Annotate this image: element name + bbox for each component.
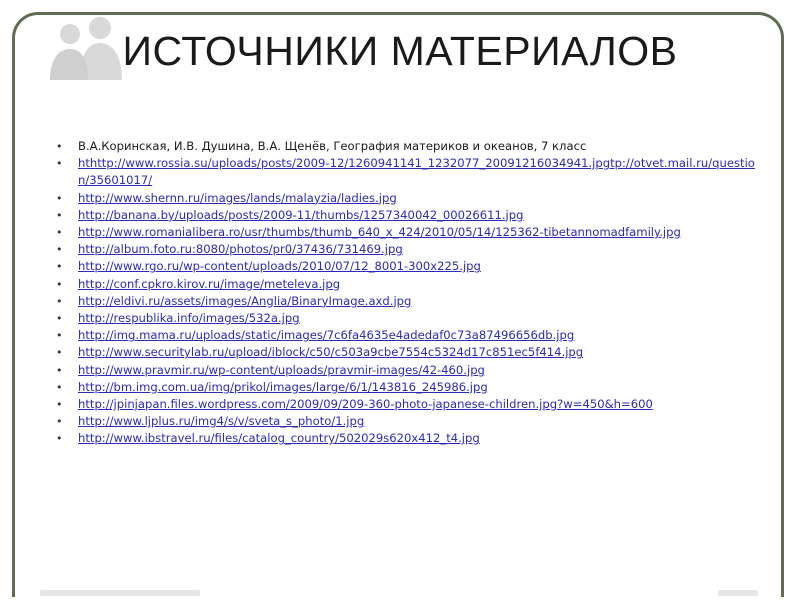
source-link[interactable]: hthttp://www.rossia.su/uploads/posts/2009-12/1260941141_1232077_20091216034941.jpgtp://otvet.mail.ru/question/35601017/ xyxy=(78,156,755,188)
source-link[interactable]: http://www.shernn.ru/images/lands/malayzia/ladies.jpg xyxy=(78,190,397,205)
source-link-item xyxy=(78,344,758,361)
source-link[interactable]: http://www.ibstravel.ru/files/catalog_country/502029s620x412_t4.jpg xyxy=(78,431,480,446)
source-link-item xyxy=(78,224,758,241)
source-text-item xyxy=(78,138,758,155)
sources-list xyxy=(78,138,758,448)
source-link-item xyxy=(78,241,758,258)
source-link[interactable]: http://www.ljplus.ru/img4/s/v/sveta_s_photo/1.jpg xyxy=(78,414,365,429)
source-link[interactable]: http://conf.cpkro.kirov.ru/image/meteleva.jpg xyxy=(78,276,341,291)
source-link-item xyxy=(78,207,758,224)
source-link-item xyxy=(78,276,758,293)
source-link-item xyxy=(78,396,758,413)
source-link-item xyxy=(78,310,758,327)
source-link[interactable]: http://www.romanialibera.ro/usr/thumbs/thumb_640_x_424/2010/05/14/125362-tibetannomadfamily.jpg xyxy=(78,225,681,240)
source-link[interactable]: http://bm.img.com.ua/img/prikol/images/large/6/1/143816_245986.jpg xyxy=(78,379,488,394)
slide-title: ИСТОЧНИКИ МАТЕРИАЛОВ xyxy=(122,28,678,74)
sources-list-container xyxy=(78,138,758,448)
source-link[interactable]: http://www.rgo.ru/wp-content/uploads/2010/07/12_8001-300x225.jpg xyxy=(78,259,481,274)
source-link[interactable]: http://respublika.info/images/532a.jpg xyxy=(78,311,300,326)
source-link[interactable]: http://img.mama.ru/uploads/static/images/7c6fa4635e4adedaf0c73a87496656db.jpg xyxy=(78,328,575,343)
source-text: В.А.Коринская, И.В. Душина, В.А. Щенёв, География материков и океанов, 7 класс xyxy=(78,139,587,153)
source-link[interactable]: http://www.pravmir.ru/wp-content/uploads/pravmir-images/42-460.jpg xyxy=(78,362,485,377)
source-link-item xyxy=(78,379,758,396)
source-link-item xyxy=(78,190,758,207)
source-link[interactable]: http://www.securitylab.ru/upload/iblock/c50/c503a9cbe7554c5324d17c851ec5f414.jpg xyxy=(78,345,584,360)
footer-left-placeholder xyxy=(40,590,200,596)
source-link-item xyxy=(78,413,758,430)
source-link-item xyxy=(78,327,758,344)
source-link[interactable]: http://album.foto.ru:8080/photos/pr0/37436/731469.jpg xyxy=(78,242,403,257)
footer-right-placeholder xyxy=(718,590,758,596)
source-link-item xyxy=(78,362,758,379)
source-link-item xyxy=(78,258,758,275)
source-link-item xyxy=(78,293,758,310)
source-link[interactable]: http://banana.by/uploads/posts/2009-11/thumbs/1257340042_00026611.jpg xyxy=(78,207,524,222)
source-link-item xyxy=(78,155,758,189)
source-link[interactable]: http://eldivi.ru/assets/images/Anglia/BinaryImage.axd.jpg xyxy=(78,293,412,308)
source-link[interactable]: http://jpinjapan.files.wordpress.com/2009/09/209-360-photo-japanese-children.jpg?w=450&h=600 xyxy=(78,397,653,412)
source-link-item xyxy=(78,430,758,447)
